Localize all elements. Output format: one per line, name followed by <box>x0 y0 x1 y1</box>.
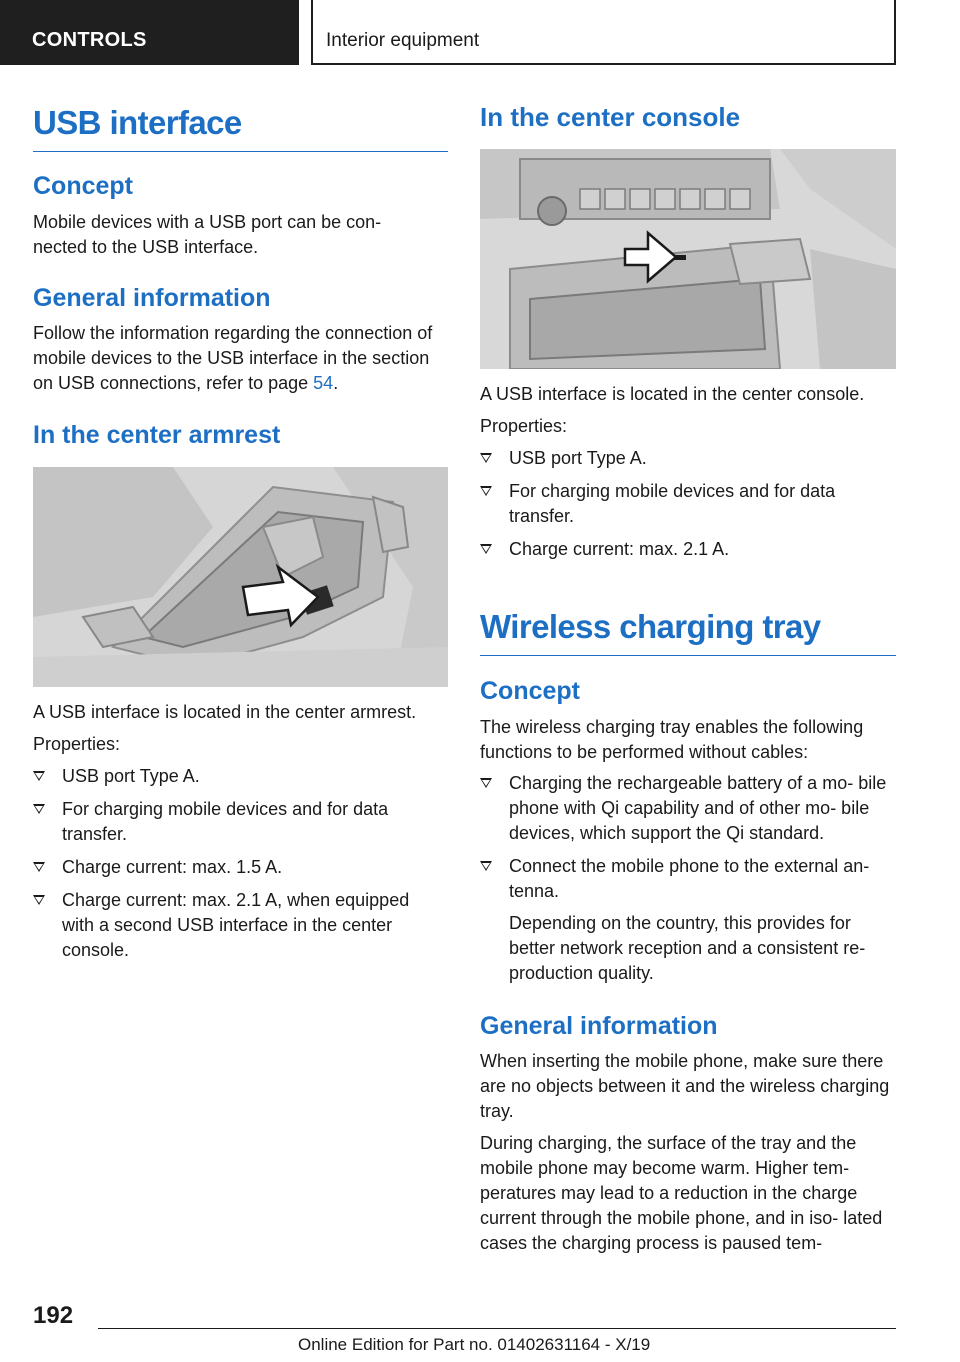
usb-interface-title: USB interface <box>33 106 448 152</box>
bullet-triangle-icon <box>480 544 492 554</box>
bullet-triangle-icon <box>480 486 492 496</box>
bullet-triangle-icon <box>33 862 45 872</box>
wireless-concept-heading: Concept <box>480 677 580 705</box>
armrest-heading: In the center armrest <box>33 421 281 449</box>
list-item: USB port Type A. <box>33 764 448 789</box>
bullet-triangle-icon <box>33 771 45 781</box>
armrest-properties-label: Properties: <box>33 734 121 754</box>
list-item: Charging the rechargeable battery of a mo‐ bile phone with Qi capability and of other mo‐ bile devices, which support the Qi standard. <box>480 771 896 846</box>
bullet-triangle-icon <box>33 804 45 814</box>
general-info-text: Follow the information regarding the connection of mobile devices to the USB interface in the section on USB connections, refer to page 54. <box>33 323 433 393</box>
general-info-heading: General information <box>33 284 271 312</box>
list-item: Charge current: max. 1.5 A. <box>33 855 448 880</box>
bullet-triangle-icon <box>480 861 492 871</box>
list-item: For charging mobile devices and for data transfer. <box>33 797 413 847</box>
page-reference-link[interactable]: 54 <box>313 373 334 393</box>
console-usb-illustration <box>480 149 896 369</box>
list-item: Connect the mobile phone to the external an‐ tenna. Depending on the country, this provides for better network reception and a consistent re‐ production quality. <box>480 854 896 986</box>
footer-divider <box>98 1328 896 1329</box>
list-item: Charge current: max. 2.1 A, when equipped with a second USB interface in the center console. <box>33 888 438 963</box>
list-item: For charging mobile devices and for data transfer. <box>480 479 860 529</box>
wireless-general-heading: General information <box>480 1012 718 1040</box>
armrest-properties-list <box>33 764 448 963</box>
armrest-caption: A USB interface is located in the center armrest. <box>33 702 417 722</box>
armrest-usb-illustration <box>33 467 448 687</box>
concept-heading: Concept <box>33 172 133 200</box>
bullet-triangle-icon <box>33 895 45 905</box>
wireless-concept-text: The wireless charging tray enables the following functions to be performed without cables: <box>480 717 864 762</box>
bullet-triangle-icon <box>480 778 492 788</box>
list-item: Charge current: max. 2.1 A. <box>480 537 896 562</box>
wireless-general-text-1: When inserting the mobile phone, make sure there are no objects between it and the wireless charging tray. <box>480 1051 890 1121</box>
edition-footer: Online Edition for Part no. 01402631164 - X/19 <box>298 1335 651 1354</box>
chapter-tab <box>311 0 896 65</box>
concept-text: Mobile devices with a USB port can be con‐ nected to the USB interface. <box>33 212 382 257</box>
chapter-title: Interior equipment <box>326 30 480 51</box>
wireless-functions-list <box>480 771 896 986</box>
console-heading: In the center console <box>480 102 741 132</box>
console-caption: A USB interface is located in the center console. <box>480 384 865 404</box>
console-properties-list <box>480 446 896 562</box>
console-properties-label: Properties: <box>480 416 568 436</box>
section-title: CONTROLS <box>32 29 147 51</box>
section-tab <box>0 0 299 65</box>
list-item: USB port Type A. <box>480 446 896 471</box>
page-number: 192 <box>33 1302 74 1329</box>
bullet-triangle-icon <box>480 453 492 463</box>
wireless-charging-title: Wireless charging tray <box>480 610 896 656</box>
wireless-general-text-2: During charging, the surface of the tray and the mobile phone may become warm. Higher tem‐ peratures may lead to a reduction in the charge current through the mobile phone, and in iso‐ lated cases the charging process is paused tem‐ <box>480 1133 883 1253</box>
antenna-note: Depending on the country, this provides for better network reception and a consistent re‐ production quality. <box>509 913 866 983</box>
